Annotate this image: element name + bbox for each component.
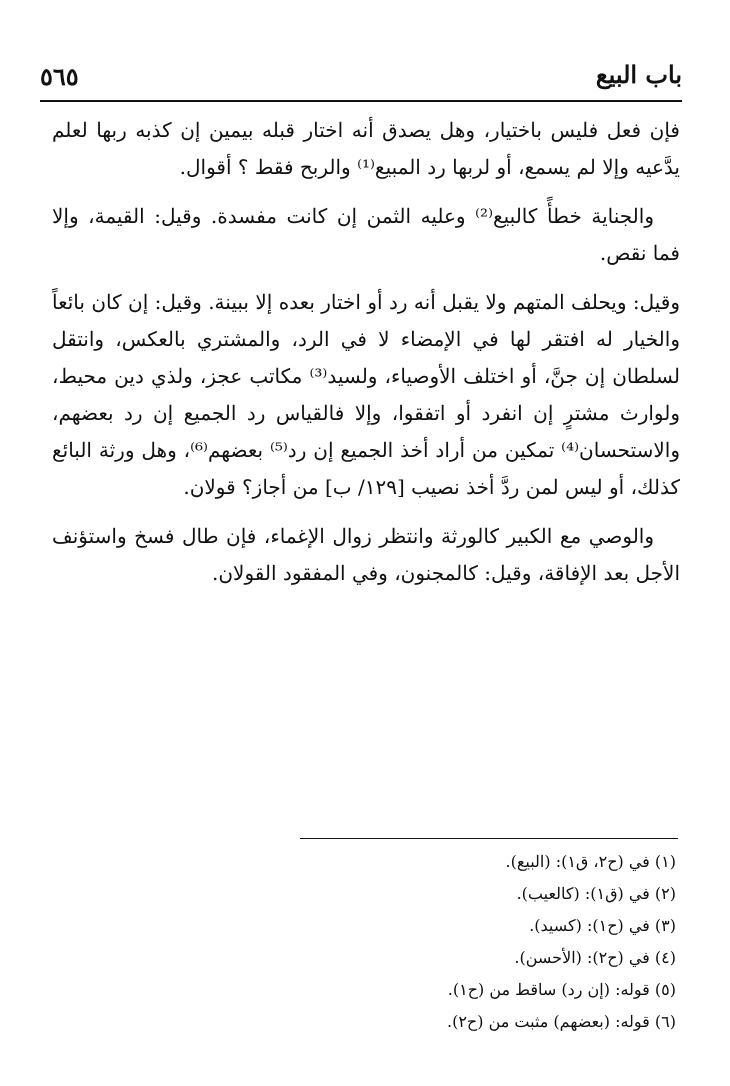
- chapter-title: باب البيع: [595, 60, 682, 89]
- footnote-2: (٢) في (ق١): (كالعيب).: [516, 884, 676, 903]
- footnote-3: (٣) في (ح١): (كسيد).: [529, 916, 676, 935]
- page-number: ٥٦٥: [40, 62, 79, 91]
- footnote-6: (٦) قوله: (بعضهم) مثبت من (ح٢).: [446, 1012, 676, 1031]
- footnote-1: (١) في (ح٢، ق١): (البيع).: [505, 852, 676, 871]
- footnote-divider: [300, 838, 678, 839]
- paragraph-4: والوصي مع الكبير كالورثة وانتظر زوال الإغماء، فإن طال فسخ واستؤنف الأجل بعد الإفاقة، وقيل: كالمجنون، وفي المفقود القولان.: [52, 524, 680, 585]
- header-divider: [40, 100, 682, 102]
- paragraph-3: وقيل: ويحلف المتهم ولا يقبل أنه رد أو اختار بعده إلا ببينة. وقيل: إن كان بائعاً والخيار له افتقر لها في الإمضاء لا في الرد، والمشتري بالعكس، وانتقل لسلطان إن جنَّ، أو اختلف الأوصياء، ولسيد⁽³⁾ مكاتب عجز، ولذي دين محيط، ولوارث مشترٍ إن انفرد أو اتفقوا، وإلا فالقياس رد الجميع إن رد بعضهم، والاستحسان⁽⁴⁾ تمكين من أراد أخذ الجميع إن رد⁽⁵⁾ بعضهم⁽⁶⁾، وهل ورثة البائع كذلك، أو ليس لمن ردَّ أخذ نصيب [١٢٩/ ب] من أجاز؟ قولان.: [52, 290, 680, 499]
- paragraph-2: والجناية خطأً كالبيع⁽²⁾ وعليه الثمن إن كانت مفسدة. وقيل: القيمة، وإلا فما نقص.: [52, 204, 680, 265]
- footnote-5: (٥) قوله: (إن رد) ساقط من (ح١).: [447, 980, 676, 999]
- main-text: [52, 112, 680, 604]
- page-header: [40, 58, 682, 98]
- footnotes: [52, 846, 678, 1038]
- paragraph-1: فإن فعل فليس باختيار، وهل يصدق أنه اختار قبله بيمين إن كذبه ربها لعلم يدَّعيه وإلا لم يسمع، أو لربها رد المبيع⁽¹⁾ والربح فقط ؟ أقوال.: [52, 118, 680, 179]
- footnote-4: (٤) في (ح٢): (الأحسن).: [514, 948, 676, 967]
